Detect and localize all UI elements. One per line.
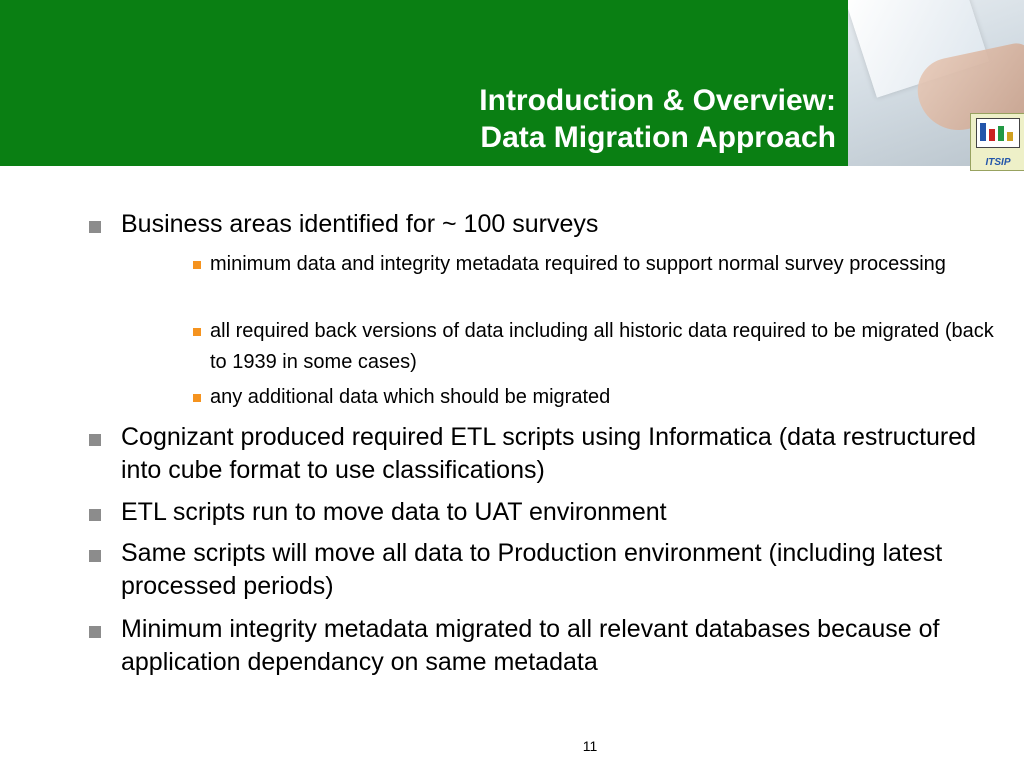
sub-bullet-text: minimum data and integrity metadata required to support normal survey processing [210,253,946,275]
title-line-2: Data Migration Approach [480,121,836,154]
bullet-text: Same scripts will move all data to Production environment (including latest processed periods) [121,539,943,600]
bullet-square-icon [89,550,101,562]
bullet-square-icon [89,434,101,446]
bullet-text: Cognizant produced required ETL scripts using Informatica (data restructured into cube format to use classifications) [121,423,977,484]
bullet-square-icon [89,509,101,521]
logo-label: ITSIP [985,157,1011,168]
logo-chart-icon [976,118,1020,148]
sub-bullet-square-icon [193,394,201,402]
slide-title [316,82,836,156]
bullet-square-icon [89,626,101,638]
sub-bullet-text: any additional data which should be migrated [210,386,611,408]
bullet-text: Minimum integrity metadata migrated to all relevant databases because of application dependancy on same metadata [121,615,940,676]
itsip-logo [970,113,1024,171]
sub-bullet-text: all required back versions of data including all historic data required to be migrated (back to 1939 in some cases) [210,320,994,373]
title-line-1: Introduction & Overview: [479,84,836,117]
page-number: 11 [582,738,598,754]
bullet-square-icon [89,221,101,233]
sub-bullet-square-icon [193,328,201,336]
bullet-text: ETL scripts run to move data to UAT environment [121,498,667,526]
sub-bullet-square-icon [193,261,201,269]
bullet-text: Business areas identified for ~ 100 surveys [121,210,599,238]
